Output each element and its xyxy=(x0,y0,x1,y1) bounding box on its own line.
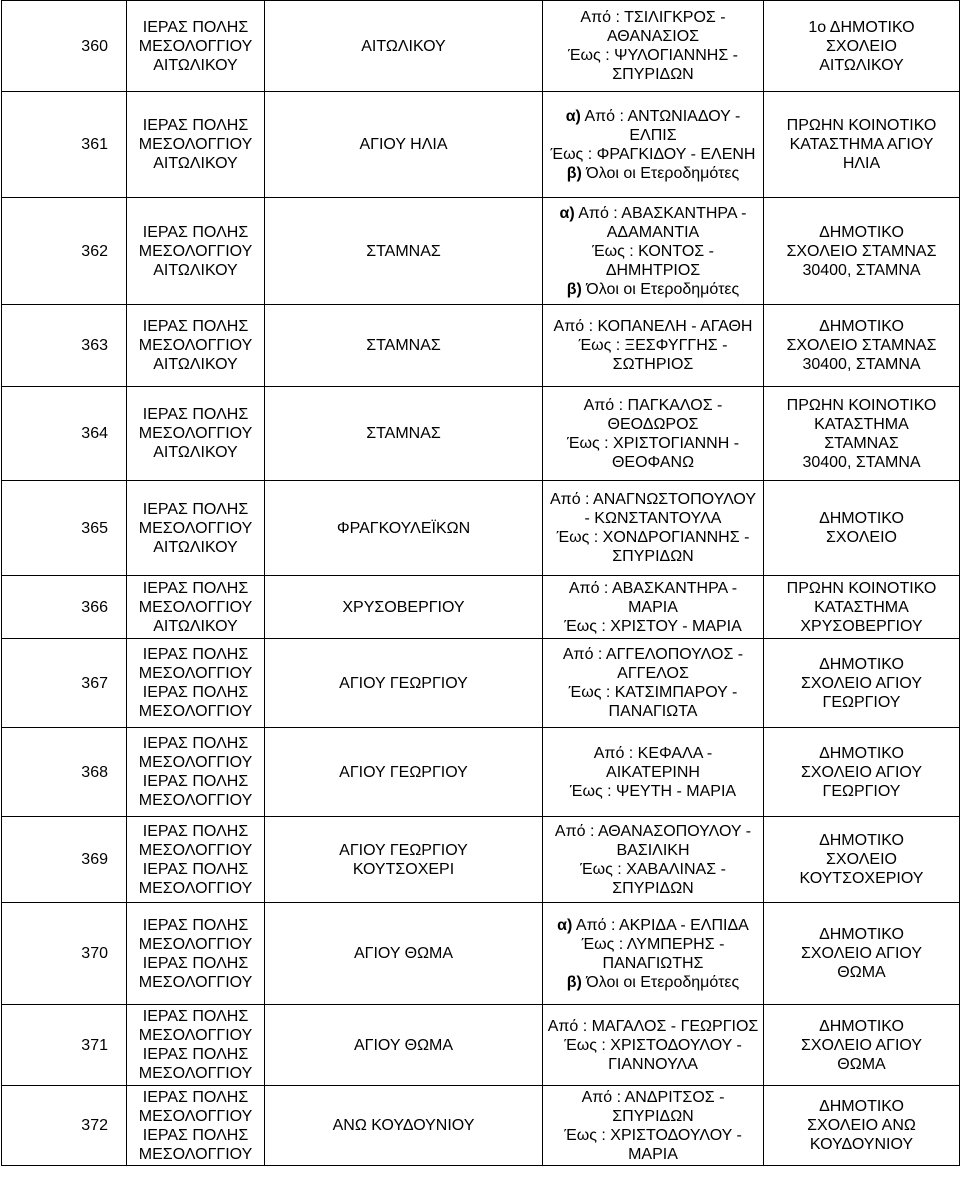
voter-range-text: ΣΠΥΡΙΔΩΝ xyxy=(612,66,694,83)
voter-range xyxy=(543,481,764,576)
voter-range xyxy=(543,92,764,198)
municipal-area-line: ΜΕΣΟΛΟΓΓΙΟΥ xyxy=(138,841,253,859)
community-name-line: ΣΤΑΜΝΑΣ xyxy=(366,242,441,260)
community-name xyxy=(265,639,543,728)
municipal-area xyxy=(127,639,265,728)
community-name xyxy=(265,305,543,387)
municipal-area-line: ΙΕΡΑΣ ΠΟΛΗΣ xyxy=(142,579,249,597)
voter-range-line xyxy=(547,223,759,242)
municipal-area-line: ΙΕΡΑΣ ΠΟΛΗΣ xyxy=(142,916,249,934)
community-name xyxy=(265,1005,543,1086)
voter-range-text: Έως : ΚΟΝΤΟΣ - xyxy=(592,242,714,260)
voter-range-text: Από : ΑΓΓΕΛΟΠΟΥΛΟΣ - xyxy=(562,646,744,663)
voter-range-line xyxy=(547,164,759,183)
voter-range-text: ΠΑΝΑΓΙΩΤΗΣ xyxy=(602,954,704,972)
voter-range-line xyxy=(547,261,759,280)
voter-range-text: ΣΩΤΗΡΙΟΣ xyxy=(612,356,694,373)
polling-location-line: ΔΗΜΟΤΙΚΟ xyxy=(819,1017,904,1035)
table-row xyxy=(2,903,960,1005)
polling-location-line: ΗΛΙΑ xyxy=(842,155,881,172)
municipal-area-line: ΙΕΡΑΣ ΠΟΛΗΣ xyxy=(142,500,249,518)
voter-range-line xyxy=(547,763,759,782)
community-name xyxy=(265,903,543,1005)
voter-range-text: - ΚΩΝΣΤΑΝΤΟΥΛΑ xyxy=(584,510,722,527)
polling-location xyxy=(764,92,960,198)
polling-location xyxy=(764,1,960,92)
table-row xyxy=(2,1,960,92)
polling-location-line: ΔΗΜΟΤΙΚΟ xyxy=(819,510,904,527)
voter-range-line xyxy=(547,841,759,860)
municipal-area xyxy=(127,1005,265,1086)
voter-range-line xyxy=(547,702,759,721)
polling-location-line: ΣΧΟΛΕΙΟ ΑΓΙΟΥ xyxy=(800,674,923,692)
voter-range-line xyxy=(547,645,759,664)
voter-range-line xyxy=(547,336,759,355)
municipal-area-line: ΜΕΣΟΛΟΓΓΙΟΥ xyxy=(138,1065,253,1082)
polling-location xyxy=(764,481,960,576)
municipal-area-line: ΜΕΣΟΛΟΓΓΙΟΥ xyxy=(138,242,253,260)
municipal-area-line: ΙΕΡΑΣ ΠΟΛΗΣ xyxy=(142,1126,249,1144)
voter-range-text: Έως : ΦΡΑΓΚΙΔΟΥ - ΕΛΕΝΗ xyxy=(550,145,756,163)
voter-range-line xyxy=(547,1145,759,1164)
voter-range-line xyxy=(547,935,759,954)
voter-range-line xyxy=(547,782,759,801)
voter-range-line xyxy=(547,1055,759,1074)
voter-range-text: ΘΕΟΦΑΝΩ xyxy=(611,453,695,471)
municipal-area-line: ΑΙΤΩΛΙΚΟΥ xyxy=(153,56,238,74)
voter-range-line xyxy=(547,415,759,434)
station-number: 370 xyxy=(2,903,127,1005)
voter-range-text: Από : ΤΣΙΛΙΓΚΡΟΣ - xyxy=(580,9,726,26)
municipal-area xyxy=(127,903,265,1005)
polling-location xyxy=(764,639,960,728)
polling-location-line: ΑΙΤΩΛΙΚΟΥ xyxy=(819,56,904,74)
voter-range-text: ΣΠΥΡΙΔΩΝ xyxy=(612,879,694,897)
polling-location-line: ΣΧΟΛΕΙΟ xyxy=(826,851,897,868)
voter-range-text: ΑΘΑΝΑΣΙΟΣ xyxy=(606,28,700,45)
municipal-area-line: ΙΕΡΑΣ ΠΟΛΗΣ xyxy=(142,735,249,752)
voter-range-text: Από : ΑΝΔΡΙΤΣΟΣ - xyxy=(581,1088,725,1106)
community-name-line: ΑΓΙΟΥ ΓΕΩΡΓΙΟΥ xyxy=(339,763,468,781)
voter-range-line xyxy=(547,860,759,879)
voter-range-text: ΜΑΡΙΑ xyxy=(628,1145,678,1163)
community-name-line: ΑΓΙΟΥ ΓΕΩΡΓΙΟΥ xyxy=(339,674,468,692)
community-name xyxy=(265,387,543,481)
voter-range-text: Από : ΜΑΓΑΛΟΣ - ΓΕΩΡΓΙΟΣ xyxy=(547,1017,759,1035)
municipal-area-line: ΜΕΣΟΛΟΓΓΙΟΥ xyxy=(138,519,253,537)
station-number: 366 xyxy=(2,576,127,639)
list-marker: α) xyxy=(565,107,581,125)
polling-location-line: ΧΡΥΣΟΒΕΡΓΙΟΥ xyxy=(800,617,923,635)
voter-range-line xyxy=(547,916,759,935)
voter-range-text: ΘΕΟΔΩΡΟΣ xyxy=(607,415,699,433)
station-number: 368 xyxy=(2,728,127,817)
voter-range-text: Από : ΑΝΑΓΝΩΣΤΟΠΟΥΛΟΥ xyxy=(549,491,757,508)
municipal-area xyxy=(127,198,265,305)
municipal-area-line: ΙΕΡΑΣ ΠΟΛΗΣ xyxy=(142,1008,249,1025)
table-row xyxy=(2,92,960,198)
voter-range-text: ΔΗΜΗΤΡΙΟΣ xyxy=(605,261,701,279)
voter-range xyxy=(543,1086,764,1166)
voter-range-text: Όλοι οι Ετεροδημότες xyxy=(581,280,740,298)
municipal-area-line: ΑΙΤΩΛΙΚΟΥ xyxy=(153,617,238,635)
municipal-area-line: ΜΕΣΟΛΟΓΓΙΟΥ xyxy=(138,425,253,442)
polling-location-line: ΔΗΜΟΤΙΚΟ xyxy=(819,223,904,241)
voter-range-text: Από : ΑΝΤΩΝΙΑΔΟΥ - xyxy=(580,107,741,125)
voter-range-line xyxy=(547,1107,759,1126)
station-number: 364 xyxy=(2,387,127,481)
polling-location xyxy=(764,576,960,639)
voter-range-line xyxy=(547,65,759,84)
voter-range-line xyxy=(547,280,759,299)
voter-range xyxy=(543,305,764,387)
polling-location-line: ΠΡΩΗΝ ΚΟΙΝΟΤΙΚΟ xyxy=(786,579,937,597)
voter-range-text: Έως : ΧΑΒΑΛΙΝΑΣ - xyxy=(580,860,726,878)
table-row xyxy=(2,1005,960,1086)
table-row xyxy=(2,639,960,728)
municipal-area-line: ΜΕΣΟΛΟΓΓΙΟΥ xyxy=(138,1107,253,1125)
voter-range-line xyxy=(547,954,759,973)
municipal-area-line: ΙΕΡΑΣ ΠΟΛΗΣ xyxy=(142,1046,249,1063)
polling-location-line: ΔΗΜΟΤΙΚΟ xyxy=(819,926,904,943)
municipal-area-line: ΑΙΤΩΛΙΚΟΥ xyxy=(153,155,238,172)
municipal-area-line: ΜΕΣΟΛΟΓΓΙΟΥ xyxy=(138,973,253,991)
polling-location-line: 30400, ΣΤΑΜΝΑ xyxy=(802,453,921,471)
polling-location-line: ΔΗΜΟΤΙΚΟ xyxy=(819,1098,904,1115)
station-number: 369 xyxy=(2,817,127,903)
voter-range-line xyxy=(547,1088,759,1107)
voter-range xyxy=(543,639,764,728)
voter-range xyxy=(543,1005,764,1086)
municipal-area-line: ΙΕΡΑΣ ΠΟΛΗΣ xyxy=(142,18,249,36)
municipal-area xyxy=(127,387,265,481)
community-name xyxy=(265,198,543,305)
voter-range-text: ΜΑΡΙΑ xyxy=(628,598,678,616)
station-number: 371 xyxy=(2,1005,127,1086)
municipal-area xyxy=(127,1,265,92)
polling-location-line: ΣΧΟΛΕΙΟ ΣΤΑΜΝΑΣ xyxy=(786,242,937,260)
polling-location-line: ΓΕΩΡΓΙΟΥ xyxy=(822,693,901,711)
voter-range-line xyxy=(547,1036,759,1055)
voter-range-text: Από : ΑΘΑΝΑΣΟΠΟΥΛΟΥ - xyxy=(554,822,752,840)
voter-range-text: Έως : ΛΥΜΠΕΡΗΣ - xyxy=(581,935,725,953)
table-row xyxy=(2,387,960,481)
municipal-area xyxy=(127,1086,265,1166)
voter-range-line xyxy=(547,126,759,145)
polling-location-line: 30400, ΣΤΑΜΝΑ xyxy=(802,261,921,279)
municipal-area xyxy=(127,92,265,198)
polling-stations-table xyxy=(1,0,960,1166)
voter-range-text: Έως : ΞΕΣΦΥΓΓΗΣ - xyxy=(578,337,728,354)
municipal-area-line: ΙΕΡΑΣ ΠΟΛΗΣ xyxy=(142,822,249,840)
community-name xyxy=(265,1086,543,1166)
voter-range-text: ΠΑΝΑΓΙΩΤΑ xyxy=(608,703,698,720)
voter-range-line xyxy=(547,598,759,617)
polling-location xyxy=(764,817,960,903)
voter-range-text: Από : ΑΒΑΣΚΑΝΤΗΡΑ - xyxy=(574,204,747,222)
municipal-area-line: ΜΕΣΟΛΟΓΓΙΟΥ xyxy=(138,665,253,682)
municipal-area-line: ΙΕΡΑΣ ΠΟΛΗΣ xyxy=(142,406,249,423)
station-number: 367 xyxy=(2,639,127,728)
voter-range-text: Έως : ΧΡΙΣΤΟΔΟΥΛΟΥ - xyxy=(564,1126,742,1144)
community-name-line: ΑΓΙΟΥ ΓΕΩΡΓΙΟΥ xyxy=(339,841,468,859)
voter-range-line xyxy=(547,490,759,509)
polling-location-line: ΚΑΤΑΣΤΗΜΑ xyxy=(814,598,909,616)
voter-range-text: Από : ΑΚΡΙΔΑ - ΕΛΠΙΔΑ xyxy=(572,916,749,934)
voter-range-line xyxy=(547,107,759,126)
polling-location xyxy=(764,1005,960,1086)
municipal-area xyxy=(127,481,265,576)
municipal-area-line: ΙΕΡΑΣ ΠΟΛΗΣ xyxy=(142,860,249,878)
voter-range-text: Από : ΚΕΦΑΛΑ - xyxy=(593,744,713,762)
municipal-area-line: ΜΕΣΟΛΟΓΓΙΟΥ xyxy=(138,703,253,720)
table-body xyxy=(2,1,960,1166)
community-name-line: ΑΓΙΟΥ ΗΛΙΑ xyxy=(359,136,448,153)
community-name xyxy=(265,481,543,576)
polling-location-line: ΠΡΩΗΝ ΚΟΙΝΟΤΙΚΟ xyxy=(786,117,937,134)
voter-range-line xyxy=(547,27,759,46)
voter-range-line xyxy=(547,973,759,992)
voter-range-line xyxy=(547,579,759,598)
municipal-area-line: ΜΕΣΟΛΟΓΓΙΟΥ xyxy=(138,792,253,809)
community-name xyxy=(265,817,543,903)
polling-location-line: ΣΧΟΛΕΙΟ xyxy=(826,529,897,546)
table-row xyxy=(2,817,960,903)
municipal-area-line: ΜΕΣΟΛΟΓΓΙΟΥ xyxy=(138,337,253,354)
polling-location-line: ΚΟΥΤΣΟΧΕΡΙΟΥ xyxy=(799,870,924,887)
polling-location xyxy=(764,305,960,387)
table-row xyxy=(2,728,960,817)
list-marker: β) xyxy=(566,280,582,298)
station-number: 360 xyxy=(2,1,127,92)
list-marker: β) xyxy=(566,164,582,182)
list-marker: α) xyxy=(559,204,575,222)
voter-range-text: Έως : ΨΕΥΤΗ - ΜΑΡΙΑ xyxy=(569,782,737,800)
municipal-area-line: ΑΙΤΩΛΙΚΟΥ xyxy=(153,538,238,556)
table-row xyxy=(2,198,960,305)
polling-location-line: ΣΤΑΜΝΑΣ xyxy=(824,434,899,452)
voter-range-text: Όλοι οι Ετεροδημότες xyxy=(581,164,740,182)
station-number: 362 xyxy=(2,198,127,305)
municipal-area xyxy=(127,817,265,903)
polling-location-line: ΓΕΩΡΓΙΟΥ xyxy=(822,782,901,800)
voter-range-line xyxy=(547,317,759,336)
voter-range-text: Από : ΠΑΓΚΑΛΟΣ - xyxy=(583,396,723,414)
polling-location-line: ΔΗΜΟΤΙΚΟ xyxy=(819,832,904,849)
community-name-line: ΑΝΩ ΚΟΥΔΟΥΝΙΟΥ xyxy=(332,1117,475,1134)
voter-range-line xyxy=(547,664,759,683)
voter-range-text: Έως : ΧΡΙΣΤΟΓΙΑΝΝΗ - xyxy=(566,434,740,452)
voter-range xyxy=(543,728,764,817)
voter-range xyxy=(543,387,764,481)
voter-range-line xyxy=(547,355,759,374)
voter-range-line xyxy=(547,1017,759,1036)
polling-location-line: 1ο ΔΗΜΟΤΙΚΟ xyxy=(808,18,915,36)
voter-range-line xyxy=(547,879,759,898)
list-marker: β) xyxy=(566,973,582,991)
polling-location-line: 30400, ΣΤΑΜΝΑ xyxy=(802,356,921,373)
community-name-line: ΣΤΑΜΝΑΣ xyxy=(366,425,441,442)
municipal-area-line: ΙΕΡΑΣ ΠΟΛΗΣ xyxy=(142,117,249,134)
voter-range-text: ΣΠΥΡΙΔΩΝ xyxy=(612,1107,694,1125)
community-name-line: ΧΡΥΣΟΒΕΡΓΙΟΥ xyxy=(342,598,465,616)
voter-range-line xyxy=(547,547,759,566)
municipal-area xyxy=(127,305,265,387)
polling-location-line: ΘΩΜΑ xyxy=(837,964,886,981)
community-name-line: ΦΡΑΓΚΟΥΛΕΪΚΩΝ xyxy=(336,519,471,537)
municipal-area-line: ΑΙΤΩΛΙΚΟΥ xyxy=(153,261,238,279)
municipal-area-line: ΙΕΡΑΣ ΠΟΛΗΣ xyxy=(142,318,249,335)
voter-range-line xyxy=(547,528,759,547)
voter-range-line xyxy=(547,683,759,702)
voter-range-text: Έως : ΧΡΙΣΤΟΥ - ΜΑΡΙΑ xyxy=(564,617,742,635)
voter-range-text: ΣΠΥΡΙΔΩΝ xyxy=(612,548,694,565)
voter-range-text: Έως : ΚΑΤΣΙΜΠΑΡΟΥ - xyxy=(568,684,738,701)
table-row xyxy=(2,481,960,576)
municipal-area-line: ΜΕΣΟΛΟΓΓΙΟΥ xyxy=(138,754,253,771)
voter-range xyxy=(543,198,764,305)
municipal-area-line: ΙΕΡΑΣ ΠΟΛΗΣ xyxy=(142,954,249,972)
municipal-area-line: ΜΕΣΟΛΟΓΓΙΟΥ xyxy=(138,598,253,616)
community-name-line: ΑΓΙΟΥ ΘΩΜΑ xyxy=(353,1036,454,1054)
polling-location-line: ΔΗΜΟΤΙΚΟ xyxy=(819,318,904,335)
polling-location-line: ΠΡΩΗΝ ΚΟΙΝΟΤΙΚΟ xyxy=(786,396,937,414)
community-name-line: ΣΤΑΜΝΑΣ xyxy=(366,337,441,354)
community-name xyxy=(265,1,543,92)
polling-location-line: ΣΧΟΛΕΙΟ ΑΓΙΟΥ xyxy=(800,763,923,781)
municipal-area-line: ΑΙΤΩΛΙΚΟΥ xyxy=(153,444,238,461)
voter-range-line xyxy=(547,145,759,164)
polling-location xyxy=(764,728,960,817)
voter-range-line xyxy=(547,434,759,453)
voter-range-text: Έως : ΧΟΝΔΡΟΓΙΑΝΝΗΣ - xyxy=(556,529,750,546)
community-name xyxy=(265,92,543,198)
voter-range-line xyxy=(547,744,759,763)
community-name-line: ΑΓΙΟΥ ΘΩΜΑ xyxy=(353,945,454,962)
station-number: 372 xyxy=(2,1086,127,1166)
polling-location xyxy=(764,903,960,1005)
polling-location-line: ΚΑΤΑΣΤΗΜΑ xyxy=(814,415,909,433)
polling-location xyxy=(764,387,960,481)
polling-location xyxy=(764,198,960,305)
polling-location-line: ΚΟΥΔΟΥΝΙΟΥ xyxy=(809,1136,914,1153)
voter-range-text: Από : ΑΒΑΣΚΑΝΤΗΡΑ - xyxy=(568,579,738,597)
polling-location-line: ΣΧΟΛΕΙΟ ΣΤΑΜΝΑΣ xyxy=(786,337,937,354)
voter-range-line xyxy=(547,453,759,472)
municipal-area-line: ΜΕΣΟΛΟΓΓΙΟΥ xyxy=(138,1027,253,1044)
municipal-area-line: ΙΕΡΑΣ ΠΟΛΗΣ xyxy=(142,684,249,701)
voter-range-text: Από : ΚΟΠΑΝΕΛΗ - ΑΓΑΘΗ xyxy=(553,318,753,335)
municipal-area-line: ΙΕΡΑΣ ΠΟΛΗΣ xyxy=(142,773,249,790)
table-row xyxy=(2,305,960,387)
polling-location-line: ΣΧΟΛΕΙΟ xyxy=(826,37,897,55)
voter-range-line xyxy=(547,46,759,65)
municipal-area-line: ΙΕΡΑΣ ΠΟΛΗΣ xyxy=(142,646,249,663)
list-marker: α) xyxy=(557,916,573,934)
voter-range xyxy=(543,576,764,639)
polling-location-line: ΔΗΜΟΤΙΚΟ xyxy=(819,744,904,762)
municipal-area-line: ΜΕΣΟΛΟΓΓΙΟΥ xyxy=(138,37,253,55)
polling-location xyxy=(764,1086,960,1166)
voter-range-text: ΑΙΚΑΤΕΡΙΝΗ xyxy=(606,763,700,781)
municipal-area xyxy=(127,576,265,639)
community-name-line: ΚΟΥΤΣΟΧΕΡΙ xyxy=(352,860,455,878)
voter-range-text: ΓΙΑΝΝΟΥΛΑ xyxy=(608,1055,698,1073)
community-name-line: ΑΙΤΩΛΙΚΟΥ xyxy=(361,37,446,55)
station-number: 363 xyxy=(2,305,127,387)
voter-range-text: Όλοι οι Ετεροδημότες xyxy=(581,973,740,991)
table-row xyxy=(2,576,960,639)
voter-range-line xyxy=(547,1126,759,1145)
voter-range-text: ΑΓΓΕΛΟΣ xyxy=(617,665,689,682)
voter-range-line xyxy=(547,8,759,27)
community-name xyxy=(265,576,543,639)
municipal-area-line: ΙΕΡΑΣ ΠΟΛΗΣ xyxy=(142,1088,249,1106)
voter-range-line xyxy=(547,822,759,841)
voter-range-text: ΒΑΣΙΛΙΚΗ xyxy=(616,841,690,859)
municipal-area-line: ΑΙΤΩΛΙΚΟΥ xyxy=(153,356,238,373)
voter-range-line xyxy=(547,617,759,636)
station-number: 361 xyxy=(2,92,127,198)
polling-location-line: ΚΑΤΑΣΤΗΜΑ ΑΓΙΟΥ xyxy=(789,136,934,153)
polling-location-line: ΘΩΜΑ xyxy=(837,1055,886,1073)
polling-location-line: ΣΧΟΛΕΙΟ ΑΓΙΟΥ xyxy=(800,945,923,962)
voter-range-line xyxy=(547,396,759,415)
polling-location-line: ΣΧΟΛΕΙΟ ΑΓΙΟΥ xyxy=(800,1036,923,1054)
municipal-area-line: ΜΕΣΟΛΟΓΓΙΟΥ xyxy=(138,136,253,153)
table-row xyxy=(2,1086,960,1166)
voter-range-text: Έως : ΨΥΛΟΓΙΑΝΝΗΣ - xyxy=(568,47,738,64)
voter-range xyxy=(543,903,764,1005)
polling-location-line: ΔΗΜΟΤΙΚΟ xyxy=(819,655,904,673)
voter-range-text: ΕΛΠΙΣ xyxy=(629,126,677,144)
voter-range-text: Έως : ΧΡΙΣΤΟΔΟΥΛΟΥ - xyxy=(564,1036,742,1054)
voter-range-line xyxy=(547,242,759,261)
municipal-area-line: ΙΕΡΑΣ ΠΟΛΗΣ xyxy=(142,223,249,241)
voter-range xyxy=(543,1,764,92)
voter-range-line xyxy=(547,204,759,223)
station-number: 365 xyxy=(2,481,127,576)
municipal-area xyxy=(127,728,265,817)
community-name xyxy=(265,728,543,817)
municipal-area-line: ΜΕΣΟΛΟΓΓΙΟΥ xyxy=(138,879,253,897)
voter-range xyxy=(543,817,764,903)
voter-range-line xyxy=(547,509,759,528)
municipal-area-line: ΜΕΣΟΛΟΓΓΙΟΥ xyxy=(138,935,253,953)
polling-location-line: ΣΧΟΛΕΙΟ ΑΝΩ xyxy=(807,1117,916,1134)
voter-range-text: ΑΔΑΜΑΝΤΙΑ xyxy=(606,223,700,241)
municipal-area-line: ΜΕΣΟΛΟΓΓΙΟΥ xyxy=(138,1145,253,1163)
